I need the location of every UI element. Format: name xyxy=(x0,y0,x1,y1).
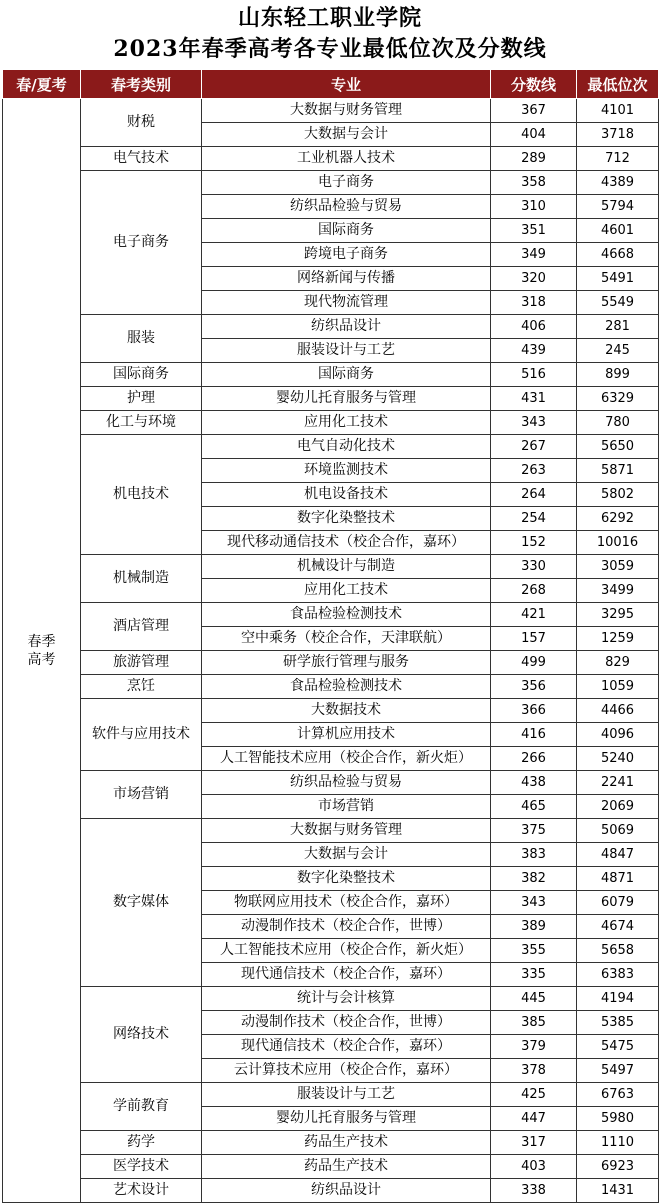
rank-cell: 4601 xyxy=(577,219,659,243)
table-row xyxy=(3,363,659,387)
major-cell: 物联网应用技术（校企合作，嘉环） xyxy=(202,891,491,915)
major-cell: 环境监测技术 xyxy=(202,459,491,483)
score-cell: 383 xyxy=(491,843,577,867)
rank-cell: 3718 xyxy=(577,123,659,147)
category-cell: 烹饪 xyxy=(81,675,202,699)
category-cell: 数字媒体 xyxy=(81,819,202,987)
table-row xyxy=(3,987,659,1011)
score-cell: 267 xyxy=(491,435,577,459)
score-cell: 152 xyxy=(491,531,577,555)
score-cell: 421 xyxy=(491,603,577,627)
major-cell: 云计算技术应用（校企合作，嘉环） xyxy=(202,1059,491,1083)
major-cell: 计算机应用技术 xyxy=(202,723,491,747)
rank-cell: 6383 xyxy=(577,963,659,987)
major-cell: 大数据与财务管理 xyxy=(202,99,491,123)
score-cell: 406 xyxy=(491,315,577,339)
rank-cell: 6923 xyxy=(577,1155,659,1179)
category-cell: 市场营销 xyxy=(81,771,202,819)
category-cell: 旅游管理 xyxy=(81,651,202,675)
major-cell: 网络新闻与传播 xyxy=(202,267,491,291)
rank-cell: 6329 xyxy=(577,387,659,411)
table-row xyxy=(3,315,659,339)
rank-cell: 1431 xyxy=(577,1179,659,1203)
category-cell: 网络技术 xyxy=(81,987,202,1083)
score-cell: 343 xyxy=(491,891,577,915)
major-cell: 纺织品检验与贸易 xyxy=(202,771,491,795)
rank-cell: 5240 xyxy=(577,747,659,771)
category-cell: 酒店管理 xyxy=(81,603,202,651)
score-cell: 366 xyxy=(491,699,577,723)
major-cell: 婴幼儿托育服务与管理 xyxy=(202,387,491,411)
major-cell: 纺织品设计 xyxy=(202,1179,491,1203)
rank-cell: 5794 xyxy=(577,195,659,219)
major-cell: 动漫制作技术（校企合作，世博） xyxy=(202,1011,491,1035)
table-row xyxy=(3,555,659,579)
rank-cell: 5802 xyxy=(577,483,659,507)
major-cell: 跨境电子商务 xyxy=(202,243,491,267)
score-cell: 378 xyxy=(491,1059,577,1083)
rank-cell: 4871 xyxy=(577,867,659,891)
table-row xyxy=(3,651,659,675)
rank-cell: 1059 xyxy=(577,675,659,699)
category-cell: 机械制造 xyxy=(81,555,202,603)
score-cell: 404 xyxy=(491,123,577,147)
rank-cell: 5549 xyxy=(577,291,659,315)
rank-cell: 6292 xyxy=(577,507,659,531)
score-cell: 358 xyxy=(491,171,577,195)
rank-cell: 3059 xyxy=(577,555,659,579)
rank-cell: 4096 xyxy=(577,723,659,747)
score-cell: 343 xyxy=(491,411,577,435)
major-cell: 机电设备技术 xyxy=(202,483,491,507)
score-cell: 268 xyxy=(491,579,577,603)
major-cell: 现代通信技术（校企合作，嘉环） xyxy=(202,963,491,987)
score-cell: 351 xyxy=(491,219,577,243)
category-cell: 学前教育 xyxy=(81,1083,202,1131)
score-cell: 499 xyxy=(491,651,577,675)
score-cell: 356 xyxy=(491,675,577,699)
rank-cell: 3499 xyxy=(577,579,659,603)
rank-cell: 281 xyxy=(577,315,659,339)
major-cell: 大数据与会计 xyxy=(202,843,491,867)
score-cell: 263 xyxy=(491,459,577,483)
score-cell: 425 xyxy=(491,1083,577,1107)
score-cell: 335 xyxy=(491,963,577,987)
score-cell: 330 xyxy=(491,555,577,579)
score-cell: 264 xyxy=(491,483,577,507)
score-cell: 310 xyxy=(491,195,577,219)
table-row xyxy=(3,387,659,411)
rank-cell: 829 xyxy=(577,651,659,675)
score-cell: 385 xyxy=(491,1011,577,1035)
category-cell: 机电技术 xyxy=(81,435,202,555)
rank-cell: 6079 xyxy=(577,891,659,915)
rank-cell: 4194 xyxy=(577,987,659,1011)
rank-cell: 5497 xyxy=(577,1059,659,1083)
rank-cell: 2069 xyxy=(577,795,659,819)
rank-cell: 780 xyxy=(577,411,659,435)
major-cell: 现代物流管理 xyxy=(202,291,491,315)
category-cell: 艺术设计 xyxy=(81,1179,202,1203)
rank-cell: 5069 xyxy=(577,819,659,843)
major-cell: 工业机器人技术 xyxy=(202,147,491,171)
rank-cell: 5871 xyxy=(577,459,659,483)
category-cell: 医学技术 xyxy=(81,1155,202,1179)
score-cell: 289 xyxy=(491,147,577,171)
score-cell: 318 xyxy=(491,291,577,315)
season-line-2: 高考 xyxy=(27,651,56,668)
rank-cell: 899 xyxy=(577,363,659,387)
score-cell: 157 xyxy=(491,627,577,651)
rank-cell: 4847 xyxy=(577,843,659,867)
table-row xyxy=(3,99,659,123)
table-row xyxy=(3,171,659,195)
season-cell xyxy=(3,99,81,1203)
rank-cell: 4466 xyxy=(577,699,659,723)
table-row xyxy=(3,435,659,459)
score-cell: 439 xyxy=(491,339,577,363)
score-cell: 382 xyxy=(491,867,577,891)
header-score: 分数线 xyxy=(491,70,577,99)
major-cell: 大数据与财务管理 xyxy=(202,819,491,843)
rank-cell: 5650 xyxy=(577,435,659,459)
major-cell: 现代移动通信技术（校企合作，嘉环） xyxy=(202,531,491,555)
category-cell: 服装 xyxy=(81,315,202,363)
table-row xyxy=(3,699,659,723)
admission-table xyxy=(2,69,659,1203)
score-cell: 389 xyxy=(491,915,577,939)
category-cell: 财税 xyxy=(81,99,202,147)
category-cell: 软件与应用技术 xyxy=(81,699,202,771)
table-body xyxy=(3,99,659,1203)
score-cell: 516 xyxy=(491,363,577,387)
major-cell: 电气自动化技术 xyxy=(202,435,491,459)
season-line-1: 春季 xyxy=(27,633,56,650)
major-cell: 大数据与会计 xyxy=(202,123,491,147)
major-cell: 纺织品检验与贸易 xyxy=(202,195,491,219)
score-cell: 320 xyxy=(491,267,577,291)
rank-cell: 5980 xyxy=(577,1107,659,1131)
table-row xyxy=(3,675,659,699)
rank-cell: 5491 xyxy=(577,267,659,291)
rank-cell: 1110 xyxy=(577,1131,659,1155)
major-cell: 人工智能技术应用（校企合作，新火炬） xyxy=(202,939,491,963)
score-cell: 375 xyxy=(491,819,577,843)
score-cell: 438 xyxy=(491,771,577,795)
header-major: 专业 xyxy=(202,70,491,99)
table-header-row xyxy=(3,70,659,99)
score-cell: 465 xyxy=(491,795,577,819)
score-cell: 379 xyxy=(491,1035,577,1059)
rank-cell: 5658 xyxy=(577,939,659,963)
major-cell: 数字化染整技术 xyxy=(202,867,491,891)
major-cell: 国际商务 xyxy=(202,363,491,387)
rank-cell: 4101 xyxy=(577,99,659,123)
table-row xyxy=(3,771,659,795)
table-row xyxy=(3,147,659,171)
major-cell: 大数据技术 xyxy=(202,699,491,723)
rank-cell: 4674 xyxy=(577,915,659,939)
category-cell: 电子商务 xyxy=(81,171,202,315)
score-cell: 403 xyxy=(491,1155,577,1179)
score-cell: 445 xyxy=(491,987,577,1011)
rank-cell: 5385 xyxy=(577,1011,659,1035)
table-row xyxy=(3,603,659,627)
table-row xyxy=(3,1131,659,1155)
major-cell: 人工智能技术应用（校企合作，新火炬） xyxy=(202,747,491,771)
major-cell: 服装设计与工艺 xyxy=(202,1083,491,1107)
major-cell: 机械设计与制造 xyxy=(202,555,491,579)
score-cell: 349 xyxy=(491,243,577,267)
major-cell: 电子商务 xyxy=(202,171,491,195)
category-cell: 电气技术 xyxy=(81,147,202,171)
rank-cell: 4668 xyxy=(577,243,659,267)
header-category: 春考类别 xyxy=(81,70,202,99)
major-cell: 统计与会计核算 xyxy=(202,987,491,1011)
category-cell: 国际商务 xyxy=(81,363,202,387)
major-cell: 婴幼儿托育服务与管理 xyxy=(202,1107,491,1131)
rank-cell: 3295 xyxy=(577,603,659,627)
header-season: 春/夏考 xyxy=(3,70,81,99)
major-cell: 现代通信技术（校企合作，嘉环） xyxy=(202,1035,491,1059)
rank-cell: 712 xyxy=(577,147,659,171)
major-cell: 食品检验检测技术 xyxy=(202,603,491,627)
major-cell: 空中乘务（校企合作，天津联航） xyxy=(202,627,491,651)
rank-cell: 245 xyxy=(577,339,659,363)
major-cell: 服装设计与工艺 xyxy=(202,339,491,363)
table-row xyxy=(3,1155,659,1179)
rank-cell: 6763 xyxy=(577,1083,659,1107)
major-cell: 食品检验检测技术 xyxy=(202,675,491,699)
major-cell: 应用化工技术 xyxy=(202,579,491,603)
score-cell: 266 xyxy=(491,747,577,771)
table-row xyxy=(3,1083,659,1107)
major-cell: 药品生产技术 xyxy=(202,1155,491,1179)
table-row xyxy=(3,1179,659,1203)
score-cell: 338 xyxy=(491,1179,577,1203)
score-cell: 431 xyxy=(491,387,577,411)
rank-cell: 10016 xyxy=(577,531,659,555)
rank-cell: 4389 xyxy=(577,171,659,195)
page-subtitle: 2023年春季高考各专业最低位次及分数线 xyxy=(113,36,547,62)
major-cell: 研学旅行管理与服务 xyxy=(202,651,491,675)
table-row xyxy=(3,819,659,843)
score-cell: 367 xyxy=(491,99,577,123)
score-cell: 416 xyxy=(491,723,577,747)
major-cell: 应用化工技术 xyxy=(202,411,491,435)
title-block xyxy=(0,0,660,69)
major-cell: 市场营销 xyxy=(202,795,491,819)
major-cell: 纺织品设计 xyxy=(202,315,491,339)
category-cell: 化工与环境 xyxy=(81,411,202,435)
score-cell: 355 xyxy=(491,939,577,963)
major-cell: 动漫制作技术（校企合作，世博） xyxy=(202,915,491,939)
table-row xyxy=(3,411,659,435)
score-cell: 254 xyxy=(491,507,577,531)
rank-cell: 1259 xyxy=(577,627,659,651)
page-title: 山东轻工职业学院 xyxy=(237,5,422,31)
category-cell: 护理 xyxy=(81,387,202,411)
major-cell: 数字化染整技术 xyxy=(202,507,491,531)
rank-cell: 5475 xyxy=(577,1035,659,1059)
category-cell: 药学 xyxy=(81,1131,202,1155)
major-cell: 国际商务 xyxy=(202,219,491,243)
score-cell: 447 xyxy=(491,1107,577,1131)
score-cell: 317 xyxy=(491,1131,577,1155)
major-cell: 药品生产技术 xyxy=(202,1131,491,1155)
rank-cell: 2241 xyxy=(577,771,659,795)
header-rank: 最低位次 xyxy=(577,70,659,99)
